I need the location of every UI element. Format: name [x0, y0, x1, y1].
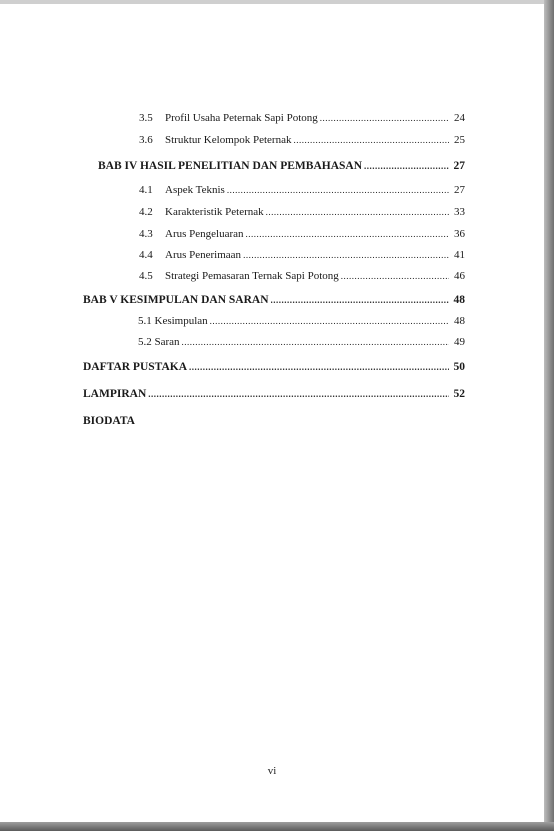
- toc-entry-number: 4.3: [139, 228, 153, 240]
- toc-entry-4-1: [139, 184, 465, 196]
- toc-entry-page: 52: [453, 388, 465, 400]
- toc-entry-page: 41: [454, 249, 465, 261]
- toc-daftar-pustaka: [83, 361, 465, 373]
- toc-leader-dots: [182, 337, 449, 347]
- toc-entry-number: 3.6: [139, 134, 153, 146]
- toc-entry-page: 49: [454, 336, 465, 348]
- toc-leader-dots: [320, 113, 449, 123]
- toc-lampiran: [83, 388, 465, 400]
- scan-bottom-edge: [0, 822, 554, 831]
- toc-entry-number: 4.5: [139, 270, 153, 282]
- toc-entry-4-5: [139, 270, 465, 282]
- toc-entry-3-5: [139, 112, 465, 124]
- toc-leader-dots: [246, 229, 449, 239]
- toc-leader-dots: [189, 362, 449, 372]
- toc-entry-title: BAB V KESIMPULAN DAN SARAN: [83, 294, 269, 306]
- toc-entry-title: 5.1 Kesimpulan: [138, 315, 208, 327]
- toc-entry-page: 50: [453, 361, 465, 373]
- toc-entry-4-3: [139, 228, 465, 240]
- toc-entry-4-4: [139, 249, 465, 261]
- toc-entry-title: DAFTAR PUSTAKA: [83, 361, 188, 373]
- toc-entry-3-6: [139, 134, 465, 146]
- toc-entry-4-2: [139, 206, 465, 218]
- toc-chapter-4: [98, 160, 465, 172]
- toc-biodata: [83, 415, 135, 427]
- toc-entry-5-2: [138, 336, 465, 348]
- toc-entry-title: Aspek Teknis: [165, 184, 225, 196]
- toc-entry-title: BAB IV HASIL PENELITIAN DAN PEMBAHASAN: [98, 160, 363, 172]
- toc-entry-page: 27: [454, 184, 465, 196]
- toc-entry-title: Profil Usaha Peternak Sapi Potong: [165, 112, 318, 124]
- document-page: [0, 4, 544, 822]
- toc-entry-title: Strategi Pemasaran Ternak Sapi Potong: [165, 270, 339, 282]
- toc-entry-page: 24: [454, 112, 465, 124]
- toc-entry-number: 4.4: [139, 249, 153, 261]
- toc-leader-dots: [266, 207, 449, 217]
- toc-entry-title: BIODATA: [83, 415, 135, 427]
- toc-entry-title: Arus Penerimaan: [165, 249, 242, 261]
- toc-leader-dots: [227, 185, 449, 195]
- toc-entry-page: 36: [454, 228, 465, 240]
- toc-leader-dots: [341, 271, 449, 281]
- toc-chapter-5: [83, 294, 465, 306]
- scan-right-edge: [544, 0, 554, 831]
- toc-leader-dots: [293, 135, 449, 145]
- toc-entry-5-1: [138, 315, 465, 327]
- toc-entry-number: 4.1: [139, 184, 153, 196]
- toc-leader-dots: [148, 389, 449, 399]
- toc-leader-dots: [364, 161, 449, 171]
- toc-entry-title: LAMPIRAN: [83, 388, 147, 400]
- toc-entry-page: 48: [453, 294, 465, 306]
- toc-entry-title: Struktur Kelompok Peternak: [165, 134, 292, 146]
- toc-entry-title: 5.2 Saran: [138, 336, 180, 348]
- toc-leader-dots: [271, 295, 449, 305]
- toc-entry-title: Karakteristik Peternak: [165, 206, 264, 218]
- toc-entry-page: 33: [454, 206, 465, 218]
- toc-entry-title: Arus Pengeluaran: [165, 228, 244, 240]
- toc-entry-number: 3.5: [139, 112, 153, 124]
- toc-entry-number: 4.2: [139, 206, 153, 218]
- toc-leader-dots: [210, 316, 449, 326]
- toc-entry-page: 27: [453, 160, 465, 172]
- toc-leader-dots: [243, 250, 449, 260]
- page-number: vi: [267, 765, 277, 777]
- toc-entry-page: 25: [454, 134, 465, 146]
- toc-entry-page: 48: [454, 315, 465, 327]
- toc-entry-page: 46: [454, 270, 465, 282]
